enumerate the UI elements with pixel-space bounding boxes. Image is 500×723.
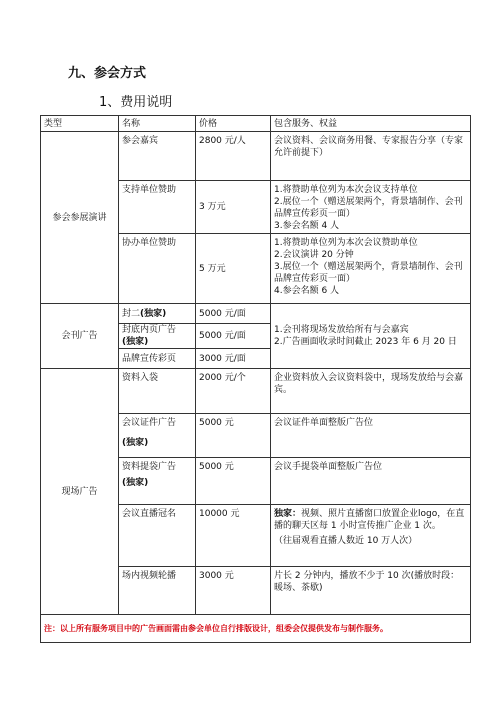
price-cell: 5000 元/面 [196, 324, 271, 349]
benefit-line: 2.广告画面收录时间截止 2023 年 6 月 20 日 [274, 337, 457, 347]
section-title: 九、参会方式 [68, 66, 147, 81]
name-cell [119, 304, 196, 324]
benefit-line: 4.参会名额 6 人 [274, 286, 340, 296]
subsection-title: 1、费用说明 [99, 95, 173, 110]
benefit-cell [271, 181, 471, 234]
price-cell: 3000 元/面 [196, 349, 271, 369]
price-cell: 10000 元 [196, 505, 271, 567]
price-cell: 5 万元 [196, 234, 271, 304]
benefit-line: 1.会刊将现场发放给所有与会嘉宾 [274, 325, 409, 335]
name-cell: 品牌宣传彩页 [119, 349, 196, 369]
price-cell: 5000 元 [196, 458, 271, 505]
type-cell: 现场广告 [41, 369, 119, 615]
price-cell: 3000 元 [196, 567, 271, 615]
benefit-line: 2.展位一个（赠送展架两个，背景墙制作、会刊品牌宣传彩页一面） [274, 197, 463, 219]
exclusive-tag: (独家) [140, 308, 167, 319]
header-name: 名称 [119, 116, 196, 132]
benefit-cell: 会议资料、会议商务用餐、专家报告分享（专家允许前提下） [271, 132, 471, 181]
table-row [41, 132, 471, 181]
price-cell: 3 万元 [196, 181, 271, 234]
price-cell: 2000 元/个 [196, 369, 271, 414]
name-cell: 资料入袋 [119, 369, 196, 414]
exclusive-tag: (独家) [122, 478, 149, 488]
benefit-cell [271, 304, 471, 369]
price-cell: 2800 元/人 [196, 132, 271, 181]
name-cell: 参会嘉宾 [119, 132, 196, 181]
name-cell: 会议直播冠名 [119, 505, 196, 567]
table-row [41, 304, 471, 324]
price-cell: 5000 元/面 [196, 304, 271, 324]
type-cell: 会刊广告 [41, 304, 119, 369]
header-benefit: 包含服务、权益 [271, 116, 471, 132]
name-cell [119, 414, 196, 458]
benefit-line: 3.参会名额 4 人 [274, 221, 340, 231]
header-type: 类型 [41, 116, 119, 132]
price-cell: 5000 元 [196, 414, 271, 458]
note-row [41, 615, 471, 643]
fee-table [40, 115, 471, 643]
benefit-cell: 会议证件单面整版广告位 [271, 414, 471, 458]
benefit-cell: 企业资料放入会议资料袋中，现场发放给与会嘉宾。 [271, 369, 471, 414]
benefit-line: 1.将赞助单位列为本次会议赞助单位 [274, 238, 418, 248]
name-text: 封底内页广告 [122, 325, 177, 335]
exclusive-tag: (独家) [122, 337, 149, 347]
name-cell [119, 458, 196, 505]
header-price: 价格 [196, 116, 271, 132]
name-text: 会议证件广告 [122, 418, 177, 428]
benefit-cell [271, 505, 471, 567]
table-row [41, 369, 471, 414]
name-text: 封二 [122, 308, 141, 319]
note-text: 注：以上所有服务项目中的广告画面需由参会单位自行排版设计，组委会仅提供发布与制作服务。 [41, 615, 471, 643]
benefit-line: 2.会议演讲 20 分钟 [274, 250, 354, 260]
benefit-line: 1.将赞助单位列为本次会议支持单位 [274, 185, 418, 195]
table-header-row [41, 116, 471, 132]
exclusive-tag: 独家： [274, 509, 302, 519]
benefit-line: 3.展位一个（赠送展架两个，背景墙制作、会刊品牌宣传彩页一面） [274, 262, 463, 284]
benefit-cell: 会议手提袋单面整版广告位 [271, 458, 471, 505]
benefit-line: （往届观看直播人数近 10 万人次） [274, 536, 418, 546]
name-cell: 协办单位赞助 [119, 234, 196, 304]
name-cell: 支持单位赞助 [119, 181, 196, 234]
name-text: 资料提袋广告 [122, 462, 177, 472]
name-cell: 场内视频轮播 [119, 567, 196, 615]
benefit-text: 视频、照片直播窗口放置企业logo，在直播的聊天区每 1 小时宣传推广企业 1 次。 [274, 509, 465, 531]
benefit-cell: 片长 2 分钟内，播放不少于 10 次(播放时段：暖场、茶歇) [271, 567, 471, 615]
exclusive-tag: (独家) [122, 438, 149, 448]
benefit-cell [271, 234, 471, 304]
type-cell: 参会参展演讲 [41, 132, 119, 304]
name-cell [119, 324, 196, 349]
